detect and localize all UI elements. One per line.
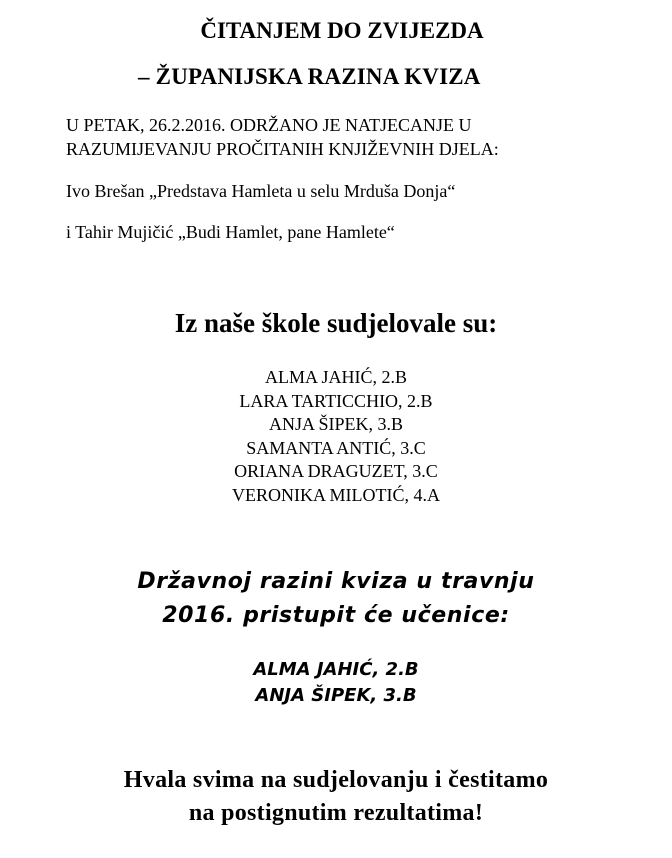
intro-line-2: RAZUMIJEVANJU PROČITANIH KNJIŽEVNIH DJELA: [66,139,499,159]
participant: ANJA ŠIPEK, 3.B [268,414,404,435]
book-1: Ivo Brešan „Predstava Hamleta u selu Mrduša Donja“ [66,181,456,201]
document-title: ČITANJEM DO ZVIJEZDA [200,18,484,43]
document-subtitle: – ŽUPANIJSKA RAZINA KVIZA [138,64,481,89]
state-level-student: ALMA JAHIĆ, 2.B [253,659,419,680]
school-participants-heading: Iz naše škole sudjelovale su: [174,308,498,338]
state-level-heading-line-1: Državnoj razini kviza u travnju [137,569,535,594]
participant: ALMA JAHIĆ, 2.B [264,367,407,387]
participant: LARA TARTICCHIO, 2.B [239,390,433,411]
closing-line-2: na postignutim rezultatima! [188,800,484,826]
closing-message [0,764,672,830]
closing-line-1: Hvala svima na sudjelovanju i čestitamo [123,767,549,793]
state-level-heading-line-2: 2016. pristupit će učenice: [162,603,510,628]
state-level-students [0,657,672,709]
participant: VERONIKA MILOTIĆ, 4.A [232,484,440,505]
participant: SAMANTA ANTIĆ, 3.C [246,437,426,458]
intro-line-1: U PETAK, 26.2.2016. ODRŽANO JE NATJECANJE U [66,115,472,135]
book-2: i Tahir Mujičić „Budi Hamlet, pane Hamlete“ [66,222,395,242]
participant: ORIANA DRAGUZET, 3.C [234,461,438,482]
participants-list [0,366,672,508]
state-level-heading [0,565,672,633]
state-level-student: ANJA ŠIPEK, 3.B [255,685,417,706]
